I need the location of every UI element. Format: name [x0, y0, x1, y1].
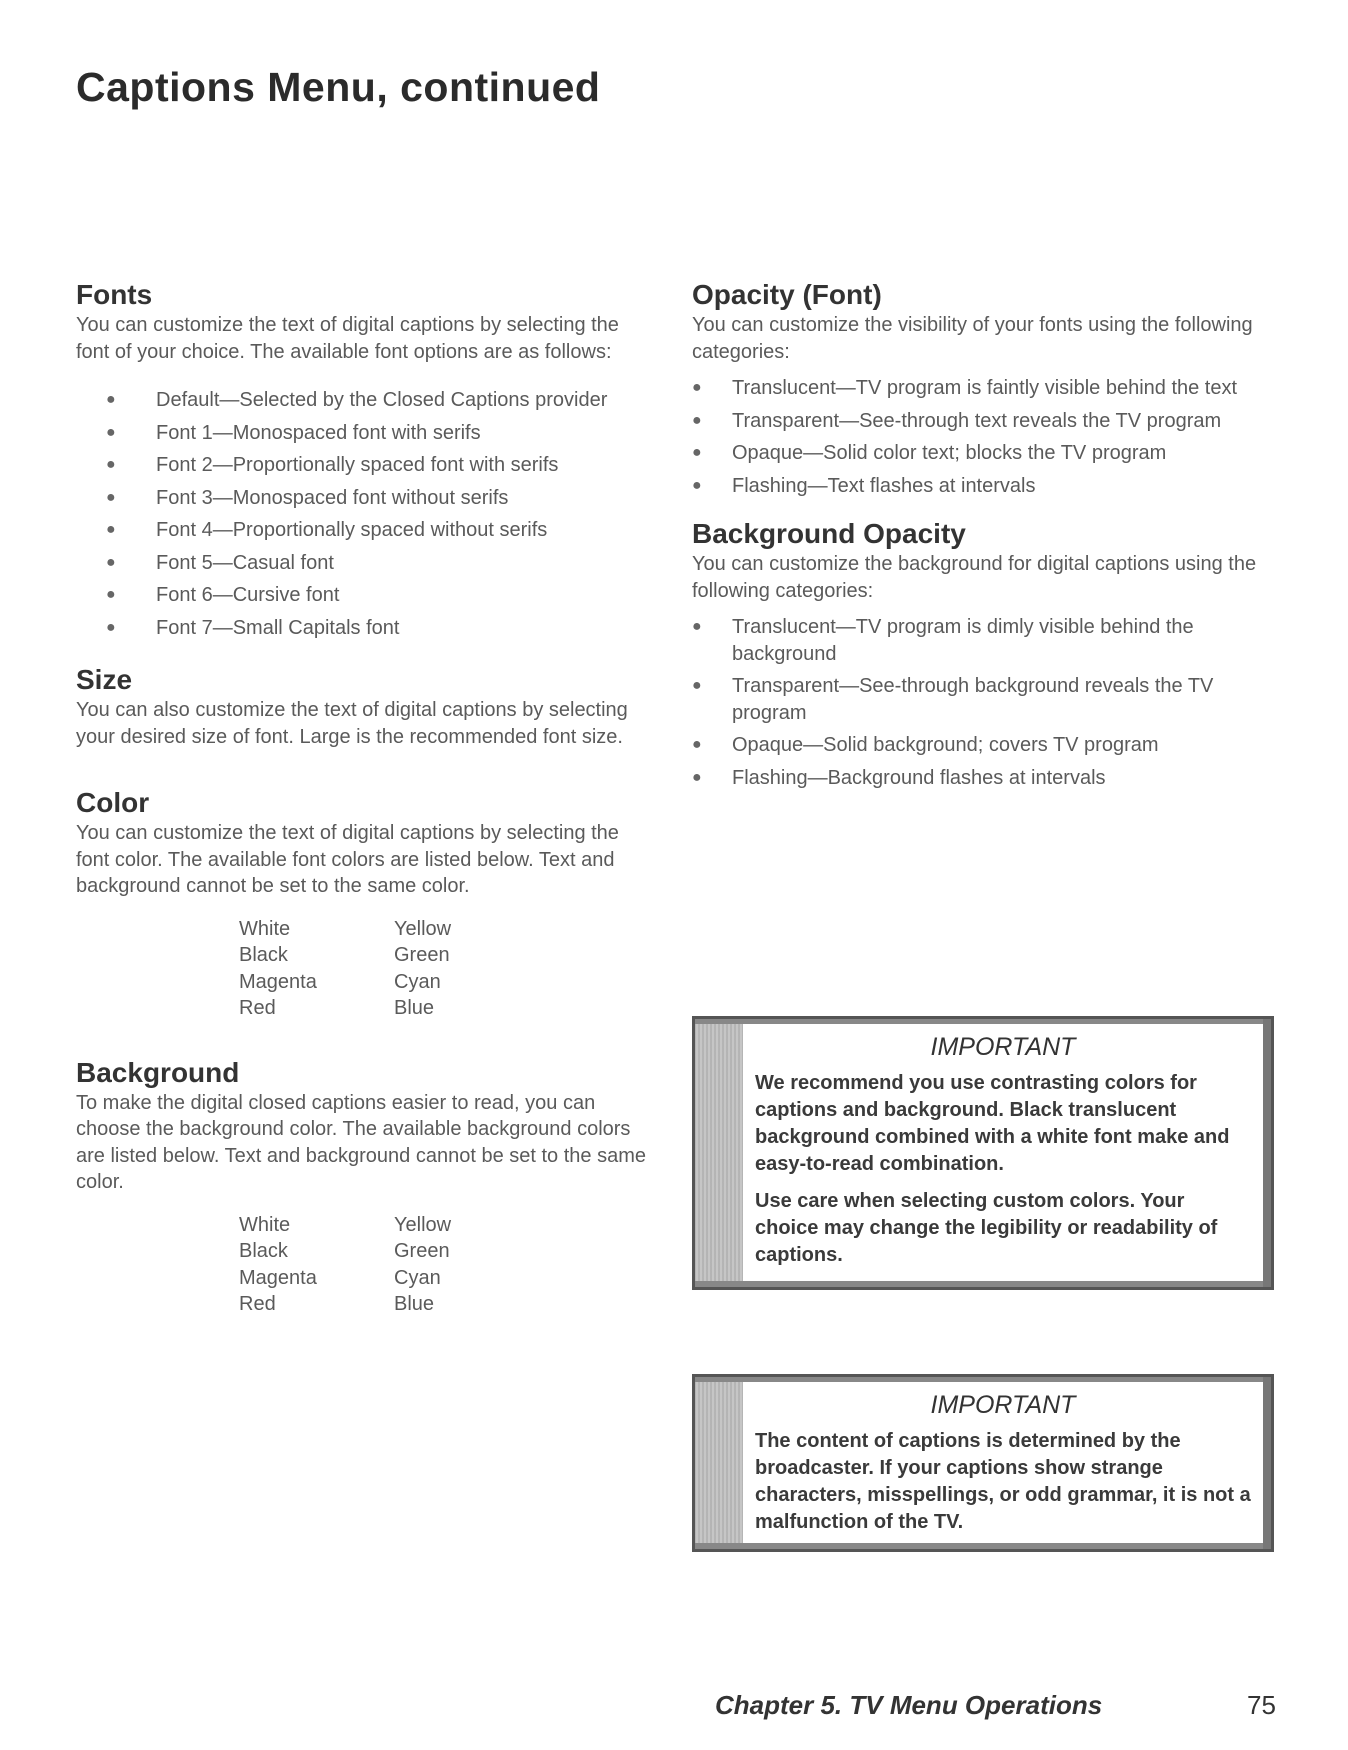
list-item-text: Opaque—Solid background; covers TV program [732, 734, 1159, 756]
background-option: Magenta [239, 1266, 317, 1289]
list-item-text: Font 4—Proportionally spaced without serifs [156, 519, 548, 541]
color-option: Black [239, 944, 288, 966]
opacity-font-list [692, 375, 1282, 499]
color-option: Red [239, 997, 276, 1019]
list-item-text: Translucent—TV program is faintly visible behind the text [732, 377, 1238, 399]
list-item-text: Font 6—Cursive font [156, 584, 340, 606]
list-item-text: Font 2—Proportionally spaced font with serifs [156, 454, 559, 476]
bullet-icon: ● [106, 586, 116, 603]
background-option: Black [239, 1240, 288, 1262]
bullet-icon: ● [106, 488, 116, 506]
list-item-text: Default—Selected by the Closed Captions provider [156, 389, 608, 411]
background-option: Blue [394, 1293, 435, 1315]
bullet-icon: ● [106, 521, 116, 538]
color-heading: Color [76, 787, 150, 818]
bullet-icon: ● [106, 423, 116, 441]
list-item [692, 614, 1282, 667]
background-option: White [239, 1213, 291, 1236]
bullet-icon: ● [106, 456, 116, 473]
opacity-font-intro: You can customize the visibility of your fonts using the following categories: [692, 314, 1253, 363]
box-border-bottom [695, 1543, 1271, 1549]
background-section [76, 1056, 646, 1318]
size-heading: Size [76, 664, 133, 695]
color-option: Yellow [394, 917, 452, 940]
size-section [76, 663, 646, 750]
background-opacity-section [692, 517, 1282, 791]
bullet-icon: ● [692, 677, 702, 694]
list-item [692, 732, 1282, 759]
fonts-section [76, 278, 646, 641]
background-option: Red [239, 1293, 276, 1315]
background-option: Yellow [394, 1213, 452, 1236]
list-item [76, 485, 646, 512]
bullet-icon: ● [692, 618, 702, 635]
color-option: White [239, 917, 291, 940]
bullet-icon: ● [692, 379, 702, 396]
color-option: Magenta [239, 970, 317, 993]
color-option: Blue [394, 997, 435, 1019]
list-item-text: Translucent—TV program is dimly visible behind the background [732, 616, 1194, 665]
bullet-icon: ● [692, 444, 702, 461]
bullet-icon: ● [106, 553, 116, 571]
list-item [76, 387, 646, 414]
color-options [239, 916, 646, 1022]
background-option: Cyan [394, 1266, 441, 1289]
box-border-top [695, 1377, 1271, 1382]
list-item [692, 408, 1282, 435]
page-number: 75 [1247, 1690, 1276, 1720]
list-item-text: Font 7—Small Capitals font [156, 616, 400, 639]
list-item-text: Transparent—See-through background reveals the TV program [732, 675, 1214, 724]
color-option: Green [394, 944, 450, 966]
list-item [692, 765, 1282, 792]
fonts-intro: You can customize the text of digital captions by selecting the font of your choice. The available font options are as follows: [76, 314, 619, 363]
background-opacity-heading: Background Opacity [692, 518, 966, 549]
bullet-icon: ● [692, 476, 702, 494]
list-item [76, 517, 646, 544]
color-option: Cyan [394, 970, 441, 993]
list-item [76, 550, 646, 577]
right-column [692, 278, 1282, 797]
important-paragraph: The content of captions is determined by the broadcaster. If your captions show strange characters, misspellings, or odd grammar, it is not a malfunction of the TV. [755, 1430, 1251, 1533]
background-option: Green [394, 1240, 450, 1262]
list-item [692, 673, 1282, 726]
list-item-text: Font 1—Monospaced font with serifs [156, 421, 481, 444]
important-body [755, 1428, 1251, 1536]
important-title: IMPORTANT [930, 1391, 1076, 1419]
chapter-footer: Chapter 5. TV Menu Operations [715, 1690, 1103, 1720]
box-border-bottom [695, 1281, 1271, 1287]
background-opacity-list [692, 614, 1282, 791]
fonts-list [76, 387, 646, 641]
background-opacity-intro: You can customize the background for digital captions using the following categories: [692, 553, 1257, 602]
important-box-2 [692, 1374, 1274, 1552]
bullet-icon: ● [692, 736, 702, 753]
color-text: You can customize the text of digital captions by selecting the font color. The available font colors are listed below. Text and background cannot be set to the same color. [76, 822, 619, 897]
page-title: Captions Menu, continued [76, 64, 601, 110]
bullet-icon: ● [106, 618, 116, 636]
important-title: IMPORTANT [930, 1033, 1076, 1061]
background-text: To make the digital closed captions easier to read, you can choose the background color. The available background colors are listed below. Text and background cannot be set to the same color. [76, 1091, 646, 1193]
important-body [755, 1070, 1251, 1269]
list-item [692, 473, 1282, 500]
opacity-font-heading: Opacity (Font) [692, 279, 882, 310]
list-item-text: Flashing—Background flashes at intervals [732, 766, 1106, 789]
list-item-text: Font 5—Casual font [156, 551, 334, 574]
important-paragraph: Use care when selecting custom colors. Your choice may change the legibility or readability of captions. [755, 1190, 1218, 1266]
list-item [76, 452, 646, 479]
list-item [76, 615, 646, 642]
box-border-top [695, 1019, 1271, 1024]
background-options [239, 1212, 646, 1318]
size-text: You can also customize the text of digital captions by selecting your desired size of font. Large is the recommended font size. [76, 699, 628, 748]
color-section [76, 786, 646, 1022]
bullet-icon: ● [692, 411, 702, 429]
list-item-text: Flashing—Text flashes at intervals [732, 474, 1036, 497]
important-box-1 [692, 1016, 1274, 1290]
background-heading: Background [76, 1056, 240, 1088]
list-item-text: Font 3—Monospaced font without serifs [156, 486, 509, 509]
fonts-heading: Fonts [76, 279, 153, 310]
list-item [692, 440, 1282, 467]
left-column [76, 278, 646, 1318]
bullet-icon: ● [692, 768, 702, 786]
opacity-font-section [692, 278, 1282, 499]
list-item [76, 582, 646, 609]
important-paragraph: We recommend you use contrasting colors for captions and background. Black translucent background combined with a white font make and easy-to-read combination. [755, 1072, 1230, 1175]
list-item [76, 420, 646, 447]
list-item-text: Opaque—Solid color text; blocks the TV program [732, 442, 1167, 464]
list-item [692, 375, 1282, 402]
bullet-icon: ● [106, 391, 116, 408]
list-item-text: Transparent—See-through text reveals the TV program [732, 409, 1222, 432]
